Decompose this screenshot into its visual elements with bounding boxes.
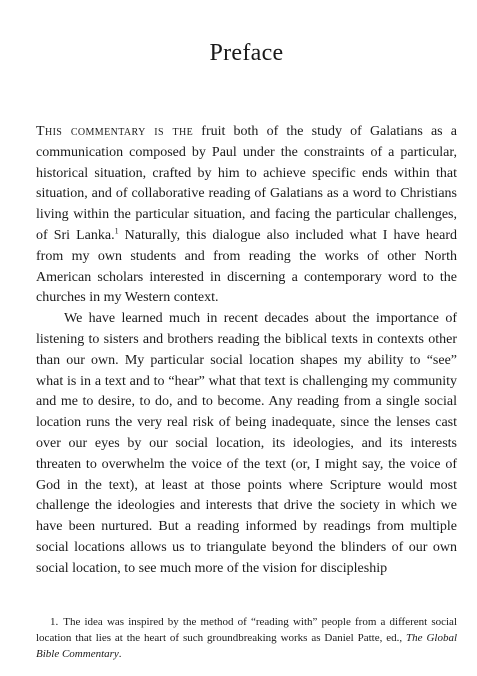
footnote-reference[interactable]: 1 <box>114 226 119 236</box>
footnote-marker: 1. <box>50 616 59 628</box>
body-text <box>36 122 457 580</box>
paragraph-1-text-continued: Naturally, this dialogue also included what I have heard from my own students and from reading the works of other North American scholars interested in discerning a contemporary word to the churches in my Western context. <box>36 227 458 306</box>
paragraph-1 <box>36 122 457 309</box>
footnote-1 <box>36 614 457 662</box>
footnote-end: . <box>118 648 122 660</box>
footnote-text: The idea was inspired by the method of “reading with” people from a different social location that lies at the heart of such groundbreaking works as Daniel Patte, ed., <box>36 616 457 644</box>
lead-in-small-caps: This commentary is the <box>36 124 194 139</box>
paragraph-1-text: fruit both of the study of Galatians as a communication composed by Paul under the constraints of a particular, historical situation, crafted by him to achieve specific ends within that situation, and of collaborative reading of Galatians as a word to Christians living within the particular situation, and facing the particular challenges, of Sri Lanka. <box>36 124 457 243</box>
paragraph-2: We have learned much in recent decades about the importance of listening to sisters and brothers reading the biblical texts in contexts other than our own. My particular social location shapes my ability to “see” what is in a text and to “hear” what that text is challenging my community and me to desire, to do, and to become. Any reading from a single social location runs the very real risk of being inadequate, since the lenses cast over our eyes by our social location, its ideologies, and its interests threaten to overwhelm the voice of the text (or, I might say, the voice of God in the text), at least at those points where Scripture would most challenge the ideologies and interests that drive the society in which we have been nurtured. But a reading informed by readings from multiple social locations allows us to triangulate beyond the blinders of our own social location, to see much more of the vision for discipleship <box>36 311 457 576</box>
footnote-book-title: The Global Bible Commentary <box>36 632 457 660</box>
page-title: Preface <box>209 40 284 66</box>
footnotes <box>36 614 457 662</box>
book-page <box>36 0 457 676</box>
